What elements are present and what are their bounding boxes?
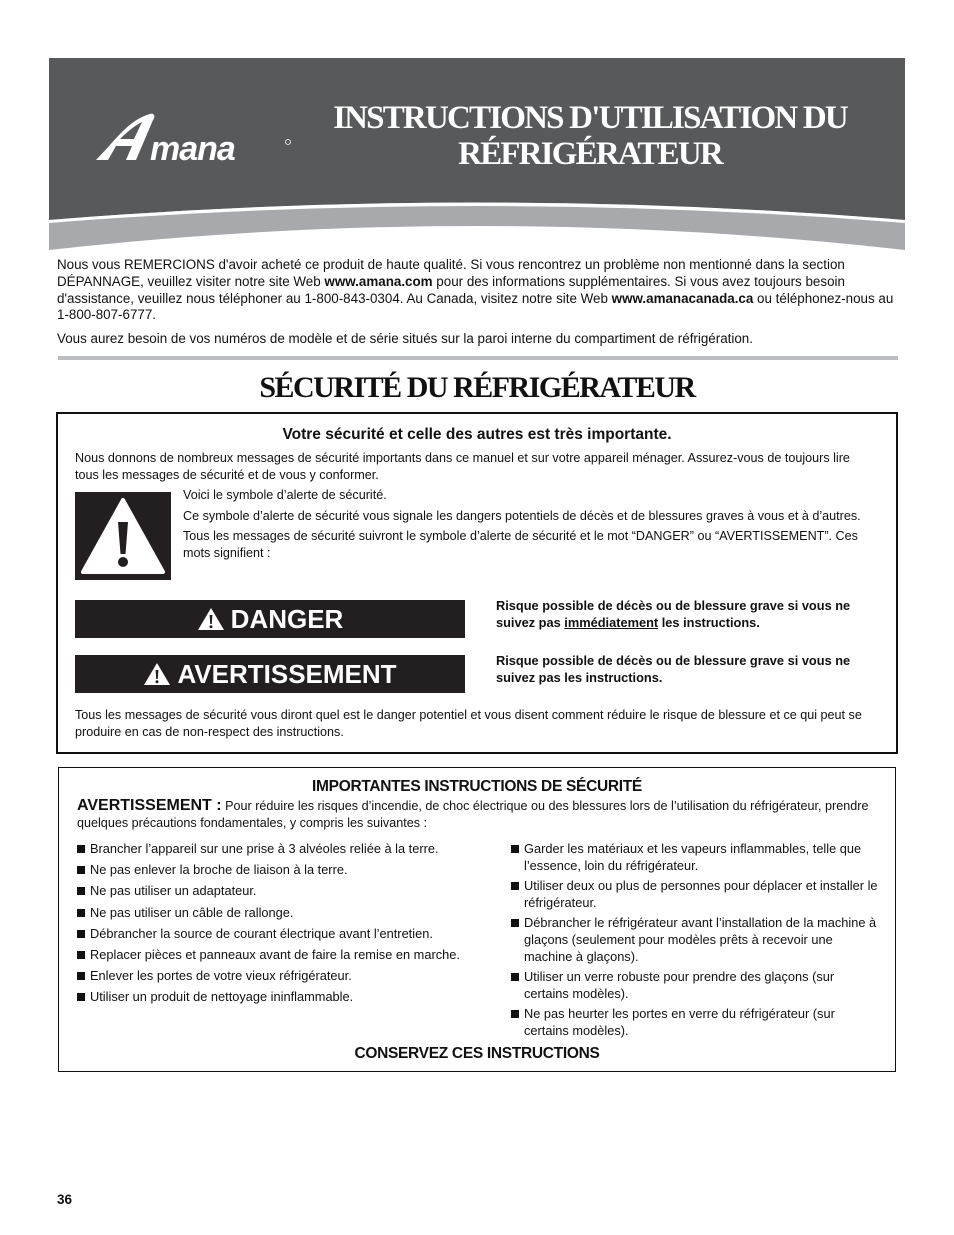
amana-canada-website[interactable]: www.amanacanada.ca <box>611 290 754 306</box>
square-bullet-icon <box>77 930 85 938</box>
header-swoosh <box>49 190 905 252</box>
warning-lead: AVERTISSEMENT : <box>77 797 222 814</box>
square-bullet-icon <box>77 866 85 874</box>
symbol-line: Voici le symbole d’alerte de sécurité. <box>183 488 387 502</box>
instruction-item <box>511 841 881 874</box>
instruction-item <box>511 878 881 911</box>
section-title: SÉCURITÉ DU RÉFRIGÉRATEUR <box>259 371 695 404</box>
instruction-item <box>511 1006 881 1039</box>
svg-text:mana: mana <box>150 130 235 168</box>
square-bullet-icon <box>77 887 85 895</box>
safety-footer: Tous les messages de sécurité vous diront quel est le danger potentiel et vous disent comment réduire le risque de blessure et ce qui peut se produire en cas de non-respect des instructions. <box>75 708 862 739</box>
square-bullet-icon <box>77 993 85 1001</box>
square-bullet-icon <box>77 972 85 980</box>
avertissement-signal-bar <box>75 655 465 693</box>
danger-text: les instructions. <box>658 614 760 630</box>
document-title: INSTRUCTIONS D'UTILISATION DU RÉFRIGÉRATEUR <box>333 100 847 172</box>
instruction-text: Utiliser un verre robuste pour prendre des glaçons (sur certains modèles). <box>524 969 835 1001</box>
square-bullet-icon <box>511 1010 519 1018</box>
square-bullet-icon <box>77 845 85 853</box>
instruction-text: Ne pas utiliser un adaptateur. <box>90 883 257 899</box>
important-heading: IMPORTANTES INSTRUCTIONS DE SÉCURITÉ <box>312 778 642 795</box>
symbol-line: Ce symbole d’alerte de sécurité vous signale les dangers potentiels de décès et de blessures graves à vous et à d’autres. <box>183 508 861 523</box>
instruction-text: Utiliser deux ou plus de personnes pour déplacer et installer le réfrigérateur. <box>524 878 878 910</box>
instruction-item <box>77 968 507 985</box>
danger-signal-bar <box>75 600 465 638</box>
safety-heading: Votre sécurité et celle des autres est très importante. <box>282 426 672 443</box>
instruction-text: Ne pas enlever la broche de liaison à la terre. <box>90 862 348 878</box>
intro-text: Nous vous REMERCIONS d'avoir acheté ce produit de haute qualité. Si vous rencontrez un problème non mentionné dans la section DÉPANNAGE, veuillez visiter notre site Web <box>57 257 845 289</box>
safety-alert-icon <box>75 492 171 580</box>
symbol-description <box>183 487 873 565</box>
avertissement-label: AVERTISSEMENT <box>177 658 397 689</box>
instruction-text: Débrancher la source de courant électrique avant l’entretien. <box>90 925 433 941</box>
amana-website[interactable]: www.amana.com <box>324 273 433 289</box>
instruction-item <box>77 905 507 922</box>
instruction-text: Ne pas utiliser un câble de rallonge. <box>90 904 294 920</box>
square-bullet-icon <box>511 919 519 927</box>
important-instructions-box <box>58 767 896 1072</box>
instruction-text: Enlever les portes de votre vieux réfrigérateur. <box>90 968 352 984</box>
instruction-item <box>77 947 507 964</box>
intro-paragraph <box>57 257 905 324</box>
danger-meaning <box>496 598 891 632</box>
instructions-list-right <box>511 841 881 1044</box>
instruction-item <box>511 915 881 965</box>
square-bullet-icon <box>511 845 519 853</box>
avertissement-meaning: Risque possible de décès ou de blessure grave si vous ne suivez pas les instructions. <box>496 653 851 685</box>
amana-logo <box>90 108 300 170</box>
square-bullet-icon <box>511 973 519 981</box>
instruction-item <box>77 841 507 858</box>
instruction-text: Débrancher le réfrigérateur avant l’installation de la machine à glaçons (seulement pour modèles prêts à recevoir une machine à glaçons). <box>524 915 877 964</box>
instructions-list-left <box>77 841 507 1011</box>
safety-box <box>56 412 898 754</box>
instruction-item <box>77 883 507 900</box>
danger-text: Risque possible de décès ou de blessure grave si vous ne suivez pas <box>496 598 851 630</box>
danger-label: DANGER <box>230 603 344 634</box>
model-number-note: Vous aurez besoin de vos numéros de modèle et de série situés sur la paroi interne du compartiment de réfrigération. <box>57 331 753 346</box>
instruction-item <box>77 926 507 943</box>
danger-emphasis: immédiatement <box>564 614 659 630</box>
instruction-text: Brancher l’appareil sur une prise à 3 alvéoles reliée à la terre. <box>90 841 439 856</box>
instruction-text: Ne pas heurter les portes en verre du réfrigérateur (sur certains modèles). <box>524 1006 835 1038</box>
warning-triangle-icon <box>143 662 171 686</box>
warning-text: Pour réduire les risques d’incendie, de choc électrique ou des blessures lors de l’utilisation du réfrigérateur, prendre quelques précautions fondamentales, y compris les suivantes : <box>77 799 869 830</box>
intro-text: pour des informations supplémentaires. Si vous avez toujours besoin d'assistance, veuillez nous téléphoner au 1-800-843-0304. Au Canada, visitez notre site Web <box>57 273 845 306</box>
intro-text: ou téléphonez-nous au 1-800-807-6777. <box>57 290 894 323</box>
instruction-item <box>77 862 507 879</box>
instruction-text: Utiliser un produit de nettoyage ininflammable. <box>90 989 354 1005</box>
safety-intro: Nous donnons de nombreux messages de sécurité importants dans ce manuel et sur votre appareil ménager. Assurez-vous de toujours lire tous les messages de sécurité et de vous y conformer. <box>75 451 850 482</box>
instruction-text: Replacer pièces et panneaux avant de faire la remise en marche. <box>90 946 460 962</box>
instruction-item <box>511 969 881 1002</box>
square-bullet-icon <box>77 951 85 959</box>
warning-triangle-icon <box>197 607 225 631</box>
symbol-line: Tous les messages de sécurité suivront le symbole d’alerte de sécurité et le mot “DANGER” ou “AVERTISSEMENT”. Ces mots signifient : <box>183 529 858 560</box>
square-bullet-icon <box>77 909 85 917</box>
instruction-text: Garder les matériaux et les vapeurs inflammables, telle que l’essence, loin du réfrigérateur. <box>524 841 862 873</box>
divider <box>58 356 898 360</box>
page-number: 36 <box>57 1192 73 1207</box>
warning-paragraph <box>77 797 877 832</box>
instruction-item <box>77 989 507 1006</box>
keep-instructions-note: CONSERVEZ CES INSTRUCTIONS <box>354 1045 600 1062</box>
square-bullet-icon <box>511 882 519 890</box>
